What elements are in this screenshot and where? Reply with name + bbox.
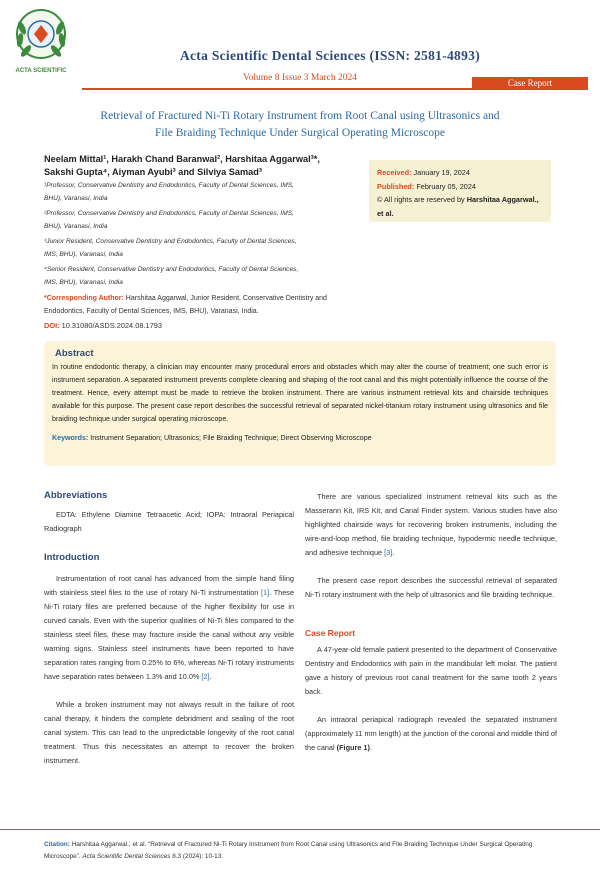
doi [44, 321, 162, 330]
case-text: . [369, 743, 372, 752]
case-paragraph: A 47-year-old female patient presented to the department of Conservative Dentistry and Endodontics with pain in the mandibular left molar. The patient gave a history of previous root canal treatment for the same tooth 2 years back. [305, 645, 557, 696]
intro-text: . [209, 672, 212, 681]
keywords [52, 432, 548, 445]
intro-paragraph: While a broken instrument may not always result in the failure of root canal therapy, it hinders the complete debridment and sealing of the root canal system. This can lead to the unpredictable longevity of the root canal treatment. Thus this necessitates an attempt to recover the broken instrument. [44, 700, 294, 765]
copyright [377, 193, 543, 220]
citation-footer [44, 839, 556, 863]
received-label: Received: [377, 168, 412, 177]
volume-issue: Volume 8 Issue 3 March 2024 [242, 73, 358, 83]
published-label: Published: [377, 181, 415, 191]
affiliation-line: ¹Professor, Conservative Dentistry and Endodontics, Faculty of Dental Sciences, IMS, [44, 182, 294, 189]
right-column-body [305, 490, 557, 602]
paper-title-line: File Braiding Technique Under Surgical Operating Microscope [154, 127, 446, 139]
intro-text: . These Ni-Ti rotary files are preferred because of the higher flexibility for use in curved canals. Even with the superior qualities of Ni-Ti files compared to the stainless steel files, these may fracture inside the canal without any visible warning signs. Stainless steel instruments have been reported to have separation rates ranging from 0.25% to 6%, whereas Ni-Ti rotary instruments have separation rates between 1.3% and 10.0% [44, 588, 294, 681]
affiliation [44, 179, 356, 205]
affiliation-line: IMS, BHU), Varanasi, India [44, 279, 123, 286]
body-paragraph [305, 490, 557, 560]
affiliation-line: ⁴Senior Resident, Conservative Dentistry and Endodontics, Faculty of Dental Sciences, [44, 266, 299, 273]
citation-text: Harshitaa Aggarwal., et al. “Retrieval of Fractured Ni-Ti Rotary Instrument from Root Canal using Ultrasonics and File Braiding Technique Under Surgical Operating Microscope”. [44, 841, 533, 860]
doi-link[interactable]: 10.31080/ASDS.2024.08.1793 [59, 321, 162, 330]
corresponding-author-label: *Corresponding Author: [44, 295, 124, 302]
keywords-text: Instrument Separation; Ultrasonics; File Braiding Technique; Direct Observing Microscope [88, 434, 372, 443]
affiliation-line: BHU), Varanasi, India [44, 195, 108, 202]
published-value: February 05, 2024 [414, 181, 476, 191]
abstract-box [44, 341, 556, 466]
citation-label: Citation: [44, 841, 70, 848]
published-date [377, 180, 543, 194]
copyright-holder: Harshitaa Aggarwal., et al. [377, 195, 539, 218]
body-paragraph: The present case report describes the successful retrieval of separated Ni-Ti rotary instrument with the help of ultrasonics and file braiding technique. [305, 576, 557, 599]
corresponding-author [44, 292, 362, 318]
affiliation [44, 207, 356, 233]
case-text: An intraoral periapical radiograph revealed the separated instrument (approximately 11 mm length) at the junction of the coronal and middle third of the canal [305, 715, 557, 752]
case-paragraph [305, 713, 557, 755]
abbreviations-heading: Abbreviations [44, 490, 108, 501]
intro-text: Instrumentation of root canal has advanced from the simple hand filing with stainless steel files to the use of rotary Ni-Ti instrumentation [44, 574, 294, 597]
abstract-heading: Abstract [55, 348, 94, 359]
affiliation-line: IMS, BHU), Varanasi, India [44, 251, 123, 258]
abbreviations-paragraph: EDTA: Ethylene Diamine Tetraacetic Acid; IOPA: Intraoral Periapical Radiograph [44, 510, 294, 533]
copyright-prefix: © All rights are reserved by [377, 195, 467, 204]
article-type-badge: Case Report [472, 77, 588, 90]
journal-title: Acta Scientific Dental Sciences (ISSN: 2581-4893) [179, 48, 481, 63]
case-report-heading: Case Report [305, 628, 356, 638]
footer-divider [0, 829, 600, 830]
citation-link[interactable]: [2] [201, 672, 210, 681]
publication-dates [369, 160, 551, 222]
citation-pages: 8.3 (2024): 10-13. [170, 853, 224, 860]
citation-journal: Acta Scientific Dental Sciences [82, 853, 171, 860]
citation-link[interactable]: [1] [261, 588, 270, 597]
paper-title-line: Retrieval of Fractured Ni-Ti Rotary Instrument from Root Canal using Ultrasonics and [100, 110, 500, 122]
citation-link[interactable]: [3] [384, 548, 393, 557]
author-list [44, 153, 354, 179]
figure-reference[interactable]: (Figure 1) [336, 743, 370, 752]
affiliation [44, 263, 356, 289]
intro-paragraph [44, 572, 294, 684]
body-text: There are various specialized instrument retrieval kits such as the Masserann Kit, IRS Kit, and Canal Finder system. Various studies have also highlighted chairside ways for recovering broken instruments, including the wire-and-loop method, file braiding technique, hypodermic needle technique, and adhesive technique [305, 492, 557, 557]
introduction-heading: Introduction [44, 552, 100, 563]
introduction-body [44, 572, 294, 768]
affiliation-line: BHU), Varanasi, India [44, 223, 108, 230]
corresponding-author-text: Harshitaa Aggarwal, Junior Resident, Conservative Dentistry and Endodontics, Faculty of Dental Sciences, IMS, BHU), Varanasi, India. [44, 295, 327, 315]
abbreviations-text [44, 508, 294, 536]
received-value: January 19, 2024 [411, 168, 470, 177]
affiliation-line: ²Professor, Conservative Dentistry and Endodontics, Faculty of Dental Sciences, IMS, [44, 210, 294, 217]
author-line: Neelam Mittal¹, Harakh Chand Baranwal², Harshitaa Aggarwal³*, [44, 154, 320, 164]
affiliation [44, 235, 356, 261]
body-text: . [392, 548, 395, 557]
abstract-text: In routine endodontic therapy, a clinician may encounter many procedural errors and obstacles which may alter the course of treatment; one such error is instrument separation. A separated instrument prevents complete cleaning and shaping of the root canal and this might potentially influence the course of the treatment. Hence, every attempt must be made to retrieve the broken instrument. There are various instrument retrieval kits and chairside techniques available for this purpose. The present case report describes the successful retrieval of separated nickel-titanium rotary instrument using ultrasonics and file braiding technique under surgical operating microscope. [52, 363, 548, 424]
logo-text: ACTA SCIENTIFIC [15, 68, 67, 74]
doi-label: DOI: [44, 321, 60, 330]
journal-logo [12, 6, 70, 82]
author-line: Sakshi Gupta⁴, Aiyman Ayubi³ and Silviya Samad³ [44, 167, 262, 177]
paper-title [60, 108, 540, 142]
received-date [377, 166, 543, 180]
case-report-body [305, 643, 557, 755]
affiliation-line: ³Junior Resident, Conservative Dentistry and Endodontics, Faculty of Dental Sciences, [44, 238, 297, 245]
keywords-label: Keywords: [52, 434, 89, 443]
